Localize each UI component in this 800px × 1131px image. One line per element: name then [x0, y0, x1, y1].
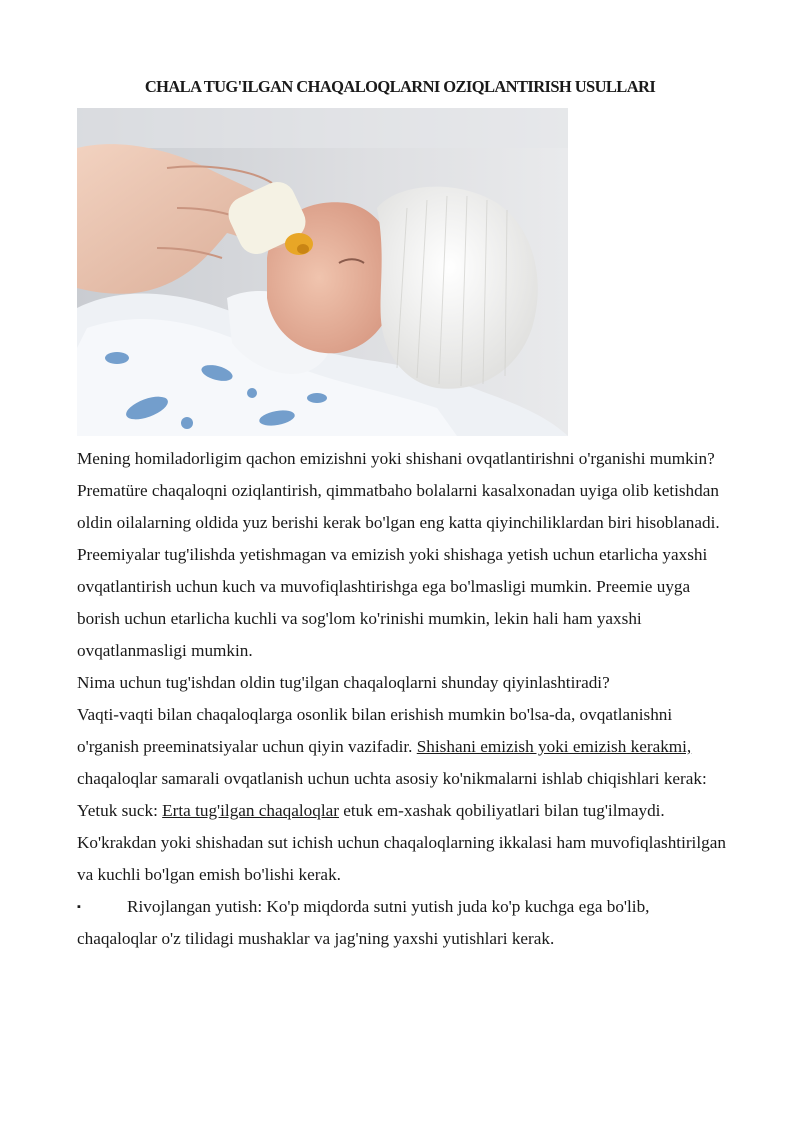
text-segment: Vaqti-vaqti bilan chaqaloqlarga osonlik bilan erishish mumkin bo'lsa-da, ovqatlanishni o'rganish preeminatsiyalar uchun qiyin vazifadir. [77, 705, 673, 756]
newborn-feeding-photo [77, 108, 568, 436]
skills-paragraph [77, 699, 727, 891]
photo-newborn-bottle-feeding-icon [77, 108, 568, 436]
document-title: CHALA TUG'ILGAN CHAQALOQLARNI OZIQLANTIRISH USULLARI [144, 77, 656, 96]
text-segment: chaqaloqlar samarali ovqatlanish uchun uchta asosiy ko'nikmalarni ishlab chiqishlari kerak: Yetuk suck: [77, 769, 707, 820]
question-paragraph-2: Nima uchun tug'ishdan oldin tug'ilgan chaqaloqlarni shunday qiyinlashtiradi? [77, 673, 610, 692]
intro-paragraph: Prematüre chaqaloqni oziqlantirish, qimmatbaho bolalarni kasalxonadan uyiga olib ketishdan oldin oilalarning oldida yuz berishi kerak bo'lgan eng katta qiyinchiliklardan biri hisoblanadi. Preemiyalar tug'ilishda yetishmagan va emizish yoki shishaga yetish uchun etarlicha yaxshi ovqatlantirish uchun kuch va muvofiqlashtirishga ega bo'lmasligi mumkin. Preemie uyga borish uchun etarlicha kuchli va sog'lom ko'rinishi mumkin, lekin hali ham yaxshi ovqatlanmasligi mumkin. [77, 481, 720, 660]
link-premature-babies[interactable]: Erta tug'ilgan chaqaloqlar [162, 801, 339, 820]
link-bottle-or-breastfeed[interactable]: Shishani emizish yoki emizish kerakmi, [416, 737, 692, 756]
bullet-text: Rivojlangan yutish: Ko'p miqdorda sutni yutish juda ko'p kuchga ega bo'lib, chaqaloqlar o'z tilidagi mushaklar va jag'ning yaxshi yutishlari kerak. [77, 897, 650, 948]
question-paragraph: Mening homiladorligim qachon emizishni yoki shishani ovqatlantirishni o'rganishi mumkin? [77, 449, 715, 468]
text-segment: etuk em-xashak qobiliyatlari bilan tug'ilmaydi. Ko'krakdan yoki shishadan sut ichish uchun chaqaloqlarning ikkalasi ham muvofiqlashtirilgan va kuchli bo'lgan emish bo'lishi kerak. [77, 801, 726, 884]
article-body [77, 443, 727, 955]
bullet-marker-icon: ▪ [77, 901, 81, 913]
bullet-item [77, 891, 727, 955]
